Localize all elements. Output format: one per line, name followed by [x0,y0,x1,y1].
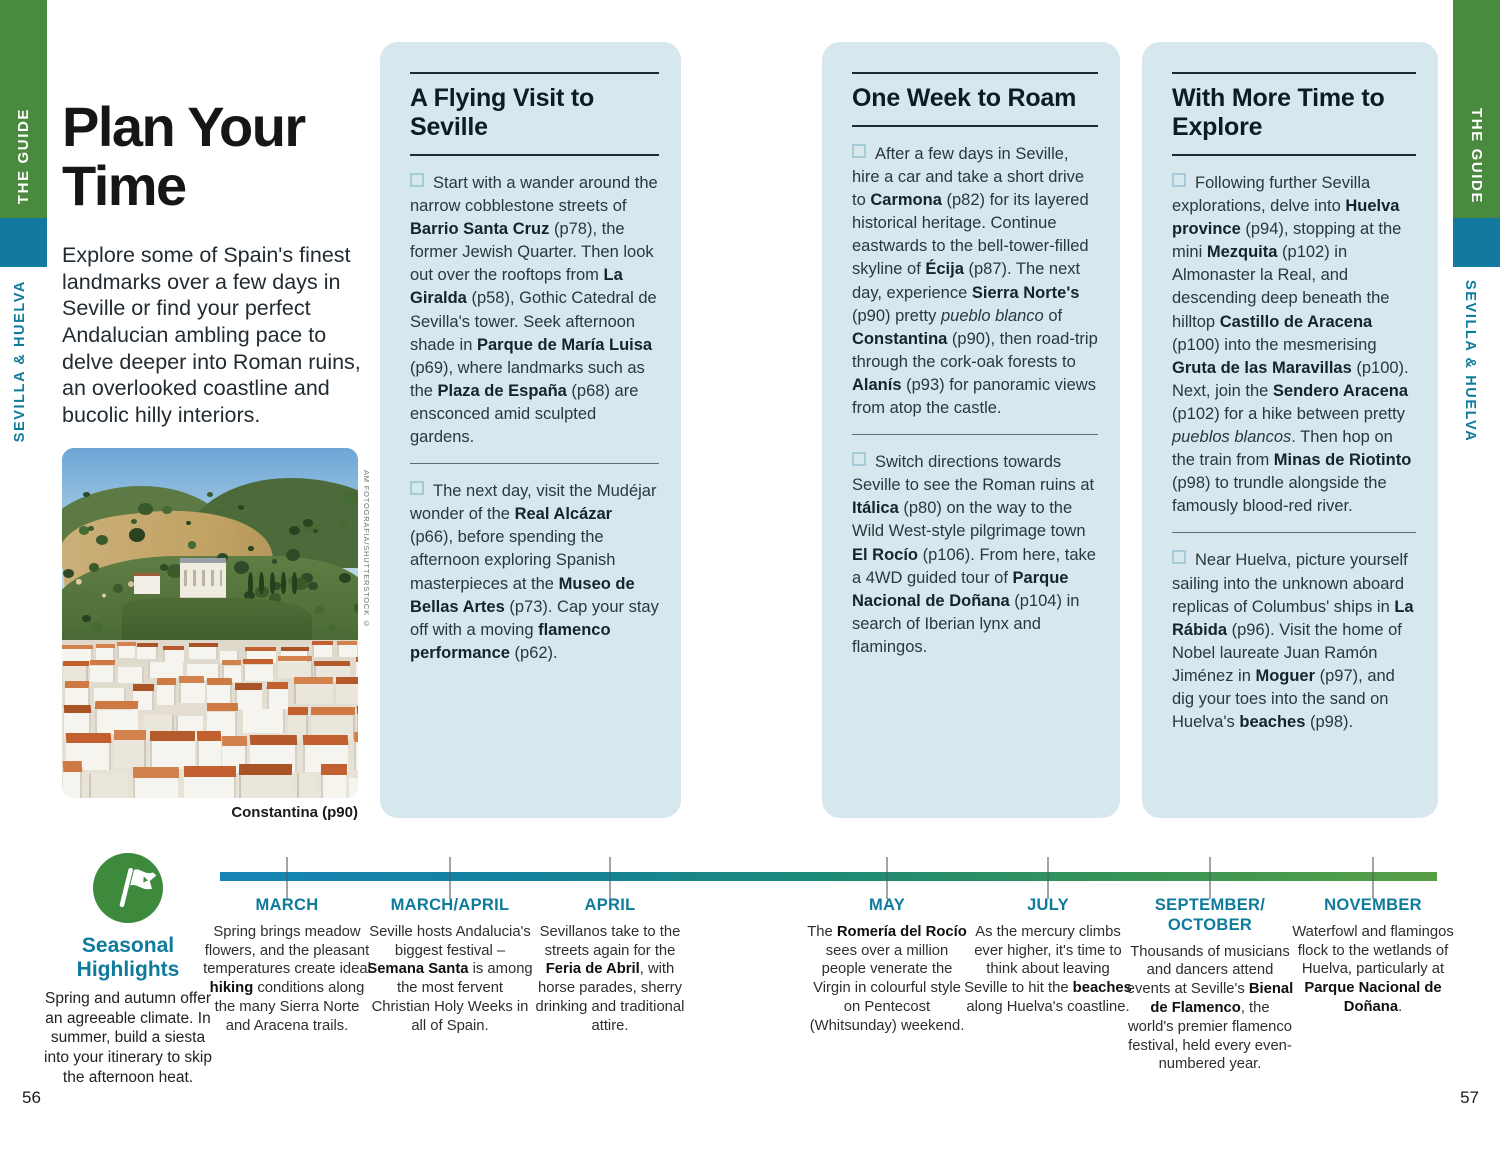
text-run: (p90), then road-trip through the cork-oak forests to [852,329,1098,371]
photo-caption: Constantina (p90) [231,804,358,821]
right-sidebar-green-band [1453,0,1500,218]
timeline-tick [1372,857,1374,899]
rule [410,154,659,156]
photo-shape [312,641,333,645]
photo-shape [278,662,312,678]
photo-shape [132,767,178,778]
rule [852,434,1098,435]
month-label: MARCH [255,896,319,914]
photo-shape [160,564,168,571]
bold-place-name: Gruta de las Maravillas [1172,358,1352,377]
checkbox-icon [1172,173,1186,187]
intro-paragraph: Explore some of Spain's finest landmarks over a few days in Seville or find your perfect Andalucian ambling pace to delve deeper into Roman ruins, an overlooked coastline and bucolic hilly interiors. [62,243,361,427]
photo-shape [328,625,336,632]
checkbox-icon [852,144,866,158]
photo-shape [62,649,93,661]
seasonal-highlights [38,852,218,1087]
bold-place-name: beaches [1239,713,1306,732]
text-run: (p100) into the mesmerising [1172,335,1377,354]
timeline-bar [220,872,1437,881]
bold-place-name: flamenco performance [410,620,611,662]
text-run: (p62). [509,643,558,662]
month-label: MAY [868,896,906,914]
text-run: (p80) on the way to the Wild West-style pilgrimage town [852,499,1086,541]
photo-shape [197,731,222,741]
rule [1172,72,1416,74]
bold-place-name: Parque de María Luisa [476,335,653,354]
photo-shape [245,647,276,651]
card-paragraph [410,172,659,449]
photo-shape [336,684,358,704]
photo-shape [94,701,137,709]
timeline-tick [1209,857,1211,899]
checkbox-icon [852,452,866,466]
photo-shape [96,644,115,648]
right-region-label-wrap [1462,280,1478,447]
timeline-tick [449,857,451,899]
right-sidebar-blue-band [1453,218,1500,267]
itinerary-card [822,42,1120,818]
text-run: (p94), stopping at the mini [1172,220,1402,262]
photo-shape [294,684,333,704]
bold-place-name: Itálica [852,499,899,518]
month-label: APRIL [584,896,636,914]
photo-shape [189,643,218,647]
itinerary-card [380,42,681,818]
bold-place-name: Bienal de Flamenco [1150,981,1294,1016]
photo-shape [278,656,312,661]
card-paragraph [1172,172,1416,518]
text-run: Seville hosts Andalucia's biggest festival – [369,923,531,959]
photo-shape [137,647,158,659]
bold-place-name: Huelva province [1172,197,1400,239]
photo-shape [243,659,273,664]
rule [852,72,1098,74]
italic-term: pueblos blancos [1172,428,1292,447]
photo-shape [133,684,154,691]
rule [1172,532,1416,533]
bold-place-name: Castillo de Aracena [1219,312,1373,331]
photo-shape [349,778,358,798]
month-body [803,923,971,1036]
card-title: A Flying Visit to Seville [410,84,595,141]
bold-place-name: Sendero Aracena [1272,381,1409,400]
month-body [1289,923,1457,1017]
photo-shape [354,732,358,742]
photo-shape [314,606,324,615]
photo-shape [248,546,253,551]
text-run: of [1043,306,1063,325]
timeline-tick [609,857,611,899]
photo-shape [189,647,218,659]
photo-shape [292,572,297,594]
photo-shape [150,741,195,769]
photo-shape [356,657,358,662]
photo-shape [197,740,221,768]
text-run: (p73). Cap your stay off with a moving [410,597,659,639]
bold-place-name: Alanís [852,375,902,394]
text-run: (p66), before spending the afternoon exploring Spanish masterpieces at the [410,528,616,593]
text-run: (p97), and dig your toes into the sand on Huelva's [1172,666,1395,732]
photo-shape [96,648,115,660]
photo-shape [63,761,83,772]
text-run: Start with a wander around the narrow cobblestone streets of [410,174,658,216]
photo-shape [136,643,157,647]
timeline-month [1126,896,1294,1074]
card-paragraph [1172,549,1416,734]
photo-shape [207,685,232,705]
text-run: . [1398,998,1403,1015]
text-run: (p98). [1305,713,1354,732]
photo-shape [303,519,313,527]
month-label: NOVEMBER [1324,896,1422,914]
month-body [1126,943,1294,1074]
text-run: (p96). Visit the home of Nobel laureate Juan Ramón Jiménez in [1172,620,1402,685]
bold-place-name: Minas de Riotinto [1273,451,1412,470]
text-run: (p102) in Almonaster la Real, and descending deep beneath the hilltop [1172,243,1390,331]
photo-shape [133,778,179,798]
photo-shape [82,615,91,623]
photo-credit: AM FOTOGRAFIA/SHUTTERSTOCK © [362,470,371,629]
text-run: (p104) in search of Iberian lynx and flamingos. [852,591,1080,656]
photo-shape [354,603,358,613]
photo-shape [207,678,233,685]
timeline-month [803,896,971,1035]
photo-shape [356,662,358,678]
month-body [964,923,1132,1017]
bold-place-name: Parque Nacional de Doñana [1304,980,1442,1015]
photo-shape [243,709,285,733]
photo-shape [250,735,298,745]
timeline-tick [1047,857,1049,899]
bold-place-name: Semana Santa [367,961,469,978]
photo-shape [88,526,94,531]
photo-shape [311,707,355,715]
photo-shape [114,740,146,768]
card-paragraph [852,451,1098,659]
page-title: Plan Your Time [62,95,305,217]
photo-shape [281,647,309,651]
bold-place-name: La Giralda [410,266,623,308]
photo-shape [63,705,91,713]
text-run: along Huelva's coastline. [966,998,1130,1015]
photo-shape [312,645,333,657]
photo-shape [131,519,137,524]
photo-shape [221,660,241,665]
photo-shape [186,521,191,525]
photo-shape [150,731,195,741]
bold-place-name: Museo de Bellas Artes [410,574,635,616]
photo-shape [267,682,288,689]
photo-shape [270,572,275,594]
bold-place-name: Moguer [1255,666,1316,685]
photo-shape [321,764,347,775]
text-run: Thousands of musicians and dancers attend events at Seville's [1126,943,1290,998]
photo-shape [354,742,358,770]
photo-shape [89,563,99,571]
photo-shape [248,572,253,594]
photo-shape [113,584,124,593]
photo-shape [66,733,112,743]
photo-shape [90,666,115,682]
left-page-number: 56 [22,1088,41,1107]
photo-shape [184,777,236,798]
card-paragraph [410,480,659,665]
text-run: Sevillanos take to the streets again for the [539,923,681,959]
photo-shape [234,561,249,574]
month-body [203,923,371,1036]
photo-shape [336,677,358,684]
text-run: . Then hop on the train from [1172,428,1393,470]
photo-shape [118,667,144,683]
bold-place-name: Feria de Abril [545,961,640,978]
checkbox-icon [1172,550,1186,564]
left-region-label-wrap [12,280,28,447]
right-region-label: SEVILLA & HUELVA [1462,280,1478,443]
photo-shape [234,683,262,690]
card-title: With More Time to Explore [1172,84,1385,141]
bold-place-name: Parque Nacional de Doñana [852,568,1069,610]
photo-shape [162,506,172,515]
photo-shape [65,681,90,688]
card-title: One Week to Roam [852,84,1077,112]
photo-shape [184,570,222,586]
bold-place-name: Constantina [852,329,948,348]
photo-shape [184,766,237,777]
photo-shape [63,569,74,578]
bold-place-name: Écija [925,260,964,279]
rule [410,72,659,74]
text-run: Switch directions towards Seville to see the Roman ruins at [852,453,1095,495]
photo-shape [222,736,248,746]
bold-place-name: La Rábida [1172,597,1414,639]
photo-shape [138,503,153,516]
timeline-month [1289,896,1457,1017]
left-sidebar-blue-band [0,218,47,267]
month-body [366,923,534,1036]
photo-shape [339,522,348,529]
photo-shape [157,685,176,705]
timeline-month [366,896,534,1035]
photo-shape [83,492,90,498]
photo-shape [294,677,333,684]
photo-shape [286,549,300,561]
bold-place-name: Plaza de España [437,381,567,400]
photo-shape [179,683,204,703]
photo-shape [129,528,145,542]
seasonal-body: Spring and autumn offer an agreeable climate. In summer, build a siesta into your itinerary to skip the afternoon heat. [44,990,212,1086]
bold-place-name: Romería del Rocío [836,923,967,940]
photo-shape [239,764,292,775]
flag-icon [92,852,164,924]
timeline-month [526,896,694,1035]
photo-shape [62,645,93,649]
bold-place-name: El Rocío [852,545,919,564]
timeline-tick [286,857,288,899]
text-run: The next day, visit the Mudéjar wonder of the [410,482,657,524]
photo-shape [91,622,102,632]
constantina-photo [62,448,358,798]
left-guide-label: THE GUIDE [15,107,32,204]
photo-shape [216,509,222,514]
right-guide-label: THE GUIDE [1468,107,1485,204]
text-run: (p78), the former Jewish Quarter. Then look out over the rooftops from [410,220,654,285]
text-run: Following further Sevilla explorations, delve into [1172,174,1371,216]
text-run: is among the most fervent Christian Holy Weeks in all of Spain. [371,961,533,1034]
bold-place-name: Barrio Santa Cruz [410,220,550,239]
text-run: (p90) pretty [852,306,941,325]
photo-shape [63,666,89,682]
text-run: After a few days in Seville, hire a car and take a short drive to [852,145,1085,210]
timeline-month [203,896,371,1035]
photo-shape [259,572,264,594]
left-sidebar-green-band [0,0,47,218]
photo-shape [63,661,89,666]
photo-shape [114,730,146,740]
text-run: (p100). Next, join the [1172,358,1409,400]
photo-shape [313,529,318,533]
photo-shape [179,676,205,683]
text-run: (p68) are ensconced amid sculpted gardens. [410,381,639,447]
text-run: Near Huelva, picture yourself sailing into the unknown aboard replicas of Columbus' ships in [1172,551,1408,616]
photo-shape [63,772,82,798]
month-label: MARCH/APRIL [390,896,510,914]
text-run: conditions along the many Sierra Norte and Aracena trails. [214,980,365,1034]
photo-shape [243,665,273,681]
photo-shape [117,646,136,658]
photo-shape [134,576,160,594]
photo-shape [281,572,286,594]
text-run: (p82) for its layered historical heritage. Continue eastwards to the bell-tower-filled skyline of [852,191,1089,279]
text-run: (p98) to trundle alongside the famously blood-red river. [1172,474,1387,516]
text-run: (p106). From here, take a 4WD guided tour of [852,545,1096,587]
photo-shape [288,707,309,715]
left-region-label: SEVILLA & HUELVA [12,280,28,443]
card-paragraph [852,143,1098,420]
photo-shape [302,735,348,745]
rule [852,125,1098,127]
photo-shape [117,642,136,646]
photo-shape [297,773,316,798]
rule [1172,154,1416,156]
photo-shape [337,645,357,657]
text-run: Waterfowl and flamingos flock to the wetlands of Huelva, particularly at [1292,923,1454,978]
photo-shape [337,641,357,645]
text-run: , the world's premier flamenco festival, held every even-numbered year. [1127,999,1292,1073]
rule [410,463,659,464]
photo-shape [163,650,184,662]
text-run: Spring brings meadow flowers, and the pleasant temperatures create ideal [203,923,371,978]
photo-shape [314,661,351,666]
photo-shape [89,774,127,798]
photo-shape [89,660,114,665]
photo-shape [321,775,347,798]
timeline-month [964,896,1132,1017]
bold-place-name: Real Alcázar [514,505,613,524]
text-run: (p58), Gothic Catedral de Sevilla's tower. Seek afternoon shade in [410,289,657,354]
seasonal-title: Seasonal Highlights [76,934,180,981]
bold-place-name: Sierra Norte's [971,283,1080,302]
text-run: (p87). The next day, experience [852,260,1081,302]
photo-shape [148,662,184,678]
text-run: The [807,923,837,940]
text-run: As the mercury climbs ever higher, it's time to think about leaving Seville to hit the [964,923,1122,997]
photo-shape [235,690,262,710]
text-run: (p93) for panoramic views from atop the castle. [852,375,1096,418]
timeline-tick [886,857,888,899]
itinerary-card [1142,42,1438,818]
photo-shape [239,775,292,798]
checkbox-icon [410,481,424,495]
photo-shape [157,678,176,685]
bold-place-name: beaches [1072,980,1132,997]
photo-shape [356,706,358,714]
month-label: SEPTEMBER/ OCTOBER [1154,896,1266,934]
bold-place-name: Carmona [870,191,942,210]
photo-shape [163,646,184,650]
photo-shape [206,703,237,711]
month-label: JULY [1027,896,1069,914]
bold-place-name: hiking [209,980,254,997]
photo-shape [188,541,197,549]
photo-shape [343,492,358,505]
text-run: , with horse parades, sherry drinking and traditional attire. [535,961,685,1034]
bold-place-name: Mezquita [1206,243,1278,262]
right-page-number: 57 [1460,1088,1479,1107]
photo-shape [267,689,288,709]
italic-term: pueblo blanco [940,306,1044,325]
text-run: (p102) for a hike between pretty [1172,404,1405,423]
checkbox-icon [410,173,424,187]
text-run: sees over a million people venerate the Virgin in colourful style on Pentecost (Whitsunday) weekend. [809,942,965,1034]
text-run: (p69), where landmarks such as the [410,358,645,400]
month-body [526,923,694,1036]
